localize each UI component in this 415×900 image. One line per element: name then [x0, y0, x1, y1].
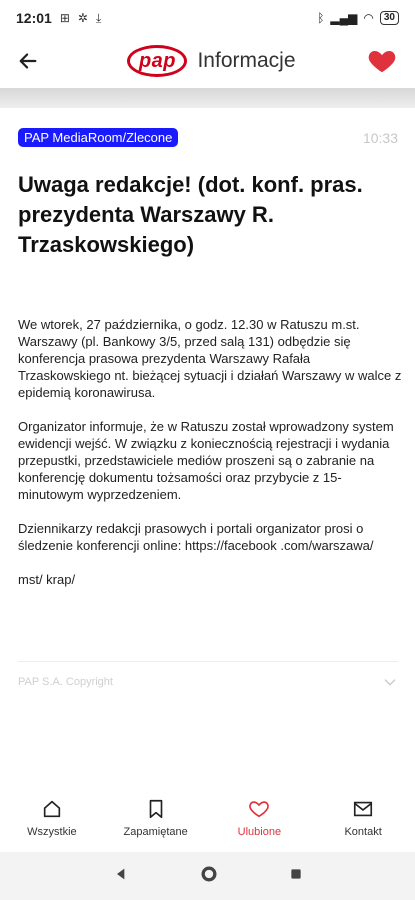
nav-item-zapamietane[interactable] [106, 798, 206, 838]
notification-settings-icon: ✲ [77, 11, 88, 25]
app-bar [0, 36, 415, 86]
signal-icon: ▂▄▆ [330, 11, 358, 25]
copyright-row [18, 661, 398, 702]
header-shadow [0, 88, 415, 108]
favorite-heart-icon[interactable] [367, 46, 397, 76]
nav-item-ulubione[interactable] [209, 798, 309, 838]
heart-icon [248, 798, 270, 820]
nav-label: Kontakt [344, 826, 382, 838]
bottom-navigation [0, 798, 415, 852]
nav-item-wszystkie[interactable] [2, 798, 102, 838]
nav-label: Zapamiętane [123, 826, 188, 838]
article-paragraph: mst/ krap/ [18, 572, 76, 587]
article-headline: Uwaga redakcje! (dot. konf. pras. prezydenta Warszawy R. Trzaskowskiego) [18, 172, 363, 257]
bluetooth-icon: ᛒ [317, 11, 325, 25]
article-body [18, 316, 402, 605]
system-back-icon[interactable] [113, 866, 129, 887]
nav-item-kontakt[interactable] [313, 798, 413, 838]
brand [42, 45, 381, 77]
article-paragraph: Dziennikarzy redakcji prasowych i portali organizator prosi o śledzenie konferencji online: https://facebook .com/warszawa/ [18, 521, 374, 553]
wifi-icon: ◠ [363, 11, 374, 25]
article-time: 10:33 [362, 129, 398, 146]
mail-icon [352, 798, 374, 820]
status-bar [0, 0, 415, 36]
nav-label: Wszystkie [27, 826, 77, 838]
notification-grid-icon: ⊞ [59, 11, 70, 25]
home-icon [41, 798, 63, 820]
category-tag[interactable]: PAP MediaRoom/Zlecone [18, 128, 178, 147]
pap-logo: pap [127, 45, 187, 77]
article-paragraph: We wtorek, 27 października, o godz. 12.30 w Ratuszu m.st. Warszawy (pl. Bankowy 3/5, przed salą 131) odbędzie się konferencja prasowa prezydenta Warszawy Rafała Trzaskowskiego nt. bieżącej sytuacji i działań Warszawy w walce z epidemią koronawirusa. [18, 317, 402, 400]
status-time: 12:01 [16, 10, 52, 26]
chevron-down-icon[interactable] [382, 674, 398, 690]
bookmark-icon [145, 798, 167, 820]
back-arrow-icon[interactable] [14, 47, 42, 75]
article-paragraph: Organizator informuje, że w Ratuszu został wprowadzony system ewidencji wejść. W związku z koniecznością rejestracji i wydania przepustki, przedstawiciele mediów proszeni są o zabranie na konferencję dokumentu tożsamości oraz przybycie z 15-minutowym wyprzedzeniem. [18, 419, 394, 502]
nav-label: Ulubione [237, 826, 282, 838]
page-title: Informacje [197, 49, 296, 72]
system-navigation-bar [0, 852, 415, 900]
system-home-icon[interactable] [199, 864, 219, 889]
system-recents-icon[interactable] [289, 867, 303, 886]
article-meta [18, 128, 398, 147]
battery-icon: 30 [380, 11, 399, 25]
copyright-text: PAP S.A. Copyright [18, 676, 113, 688]
download-icon: ⤓ [95, 10, 102, 25]
